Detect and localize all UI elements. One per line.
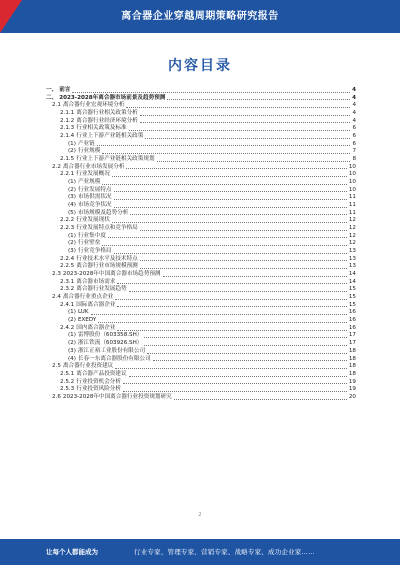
toc-entry[interactable]	[46, 340, 356, 348]
toc-entry-page: 10	[348, 163, 356, 170]
toc-leader-dots	[114, 207, 347, 208]
toc-entry[interactable]	[46, 179, 356, 187]
toc-entry-page: 17	[348, 332, 356, 339]
toc-entry-page: 16	[348, 324, 356, 331]
toc-entry-number: (2)	[68, 317, 76, 324]
toc-leader-dots	[117, 283, 346, 284]
toc-entry-page: 13	[348, 263, 356, 270]
toc-entry-number: 2.1.3	[60, 125, 75, 132]
toc-entry-number: 2.2	[52, 163, 61, 170]
toc-entry-page: 12	[348, 225, 356, 232]
toc-entry-text: LUK	[77, 309, 89, 316]
toc-leader-dots	[129, 376, 347, 377]
toc-leader-dots	[140, 230, 347, 231]
toc-entry-page: 8	[352, 156, 356, 163]
toc-entry-text: 产业规模	[77, 179, 101, 186]
toc-entry-text: 离合器行业市场发展分析	[62, 163, 125, 170]
toc-entry[interactable]	[46, 386, 356, 394]
toc-entry-page: 18	[348, 363, 356, 370]
toc-entry[interactable]	[46, 317, 356, 325]
toc-entry[interactable]	[46, 217, 356, 225]
toc-entry-text: 行业上下游产业链相关政策	[76, 133, 144, 140]
toc-entry-page: 11	[348, 202, 356, 209]
toc-entry[interactable]	[46, 394, 356, 402]
toc-entry-page: 19	[348, 386, 356, 393]
toc-entry-number: (1)	[68, 309, 76, 316]
toc-entry-page: 4	[352, 94, 356, 101]
toc-entry-number: 2.6	[52, 393, 61, 400]
toc-leader-dots	[129, 291, 347, 292]
toc-leader-dots	[126, 168, 346, 169]
toc-list	[46, 87, 356, 402]
toc-entry-text: 行业投资机会分析	[76, 378, 121, 385]
toc-entry-number: 2.5.2	[60, 378, 75, 385]
toc-entry-page: 4	[352, 110, 356, 116]
toc-entry-number: 2.2.3	[60, 225, 75, 232]
toc-entry-page: 18	[348, 355, 356, 362]
toc-entry[interactable]	[46, 371, 356, 379]
toc-entry-page: 15	[348, 294, 356, 301]
toc-entry-text: 2023-2028年离合器市场前景及趋势预测	[59, 94, 166, 101]
toc-entry-page: 7	[352, 148, 356, 155]
toc-leader-dots	[108, 237, 347, 238]
toc-title: 内容目录	[168, 58, 232, 74]
toc-entry-page: 15	[348, 286, 356, 293]
footer-bar	[0, 539, 400, 565]
toc-leader-dots	[167, 99, 350, 100]
toc-entry[interactable]	[46, 87, 356, 95]
toc-entry-text: 国际离合器企业	[76, 301, 116, 308]
page-number: 2	[198, 512, 202, 518]
toc-entry-number: 2.5.1	[60, 370, 75, 377]
toc-entry[interactable]	[46, 194, 356, 202]
toc-entry-number: 2.4.1	[60, 301, 75, 308]
toc-entry-text: 行业投资风险分析	[76, 386, 121, 393]
toc-entry-number: (2)	[68, 240, 76, 247]
toc-entry-number: (2)	[68, 148, 76, 155]
toc-entry-number: 2.2.4	[60, 255, 75, 262]
toc-leader-dots	[174, 399, 347, 400]
toc-entry-page: 11	[348, 209, 356, 216]
toc-entry-number: 2.3.2	[60, 286, 75, 293]
toc-entry-number: (2)	[68, 186, 76, 193]
toc-entry[interactable]	[46, 133, 356, 141]
toc-entry-text: 浙江正裕工业股份有限公司	[77, 347, 146, 354]
toc-entry-text: 行业发展现状	[76, 217, 110, 224]
toc-entry-text: 离合器行业市场规模预测	[76, 263, 138, 270]
toc-entry-text: 长春一东离合器股份有限公司	[77, 355, 151, 362]
toc-entry-text: 离合器行业投资建议	[62, 363, 114, 370]
toc-entry-text: 市场竞争状况	[77, 202, 112, 209]
toc-entry-number: 2.2.1	[60, 171, 75, 178]
toc-entry-text: 行业竞争格局	[77, 248, 112, 255]
toc-entry-page: 17	[348, 340, 356, 347]
toc-leader-dots	[123, 383, 347, 384]
toc-entry-page: 10	[348, 171, 356, 178]
toc-entry-page: 14	[348, 278, 356, 285]
toc-leader-dots	[140, 260, 347, 261]
toc-entry-text: 行业发展特点	[77, 186, 112, 193]
toc-entry[interactable]	[46, 248, 356, 256]
toc-entry-page: 14	[348, 271, 356, 278]
toc-entry-text: 行业壁垒	[77, 240, 101, 247]
toc-entry-text: 行业上下游产业链相关政策规划	[76, 156, 155, 163]
toc-entry-number: (3)	[68, 194, 76, 201]
toc-entry-page: 20	[348, 393, 356, 400]
toc-leader-dots	[140, 268, 347, 269]
toc-entry-page: 4	[352, 102, 356, 109]
toc-leader-dots	[115, 299, 347, 300]
toc-leader-dots	[98, 322, 347, 323]
toc-entry-text: 离合器行业发展趋势	[76, 286, 127, 293]
toc-entry[interactable]	[46, 263, 356, 271]
toc-entry-page: 19	[348, 378, 356, 385]
toc-entry-page: 4	[352, 86, 356, 93]
toc-leader-dots	[144, 345, 346, 346]
toc-entry-text: 雷博股份（603358.SH）	[77, 332, 143, 339]
toc-leader-dots	[102, 245, 347, 246]
toc-entry[interactable]	[46, 309, 356, 317]
toc-entry-page: 18	[348, 370, 356, 377]
toc-entry-number: 2.4	[52, 294, 61, 301]
toc-entry-text: 产业链	[77, 140, 95, 147]
toc-leader-dots	[147, 353, 347, 354]
toc-leader-dots	[114, 191, 347, 192]
toc-entry-page: 18	[348, 347, 356, 354]
toc-entry-page: 6	[352, 133, 356, 140]
toc-entry-number: (3)	[68, 248, 76, 255]
toc-entry[interactable]	[46, 102, 356, 110]
toc-entry-text: 市场规模及趋势分析	[77, 209, 129, 216]
toc-entry-text: 离合器产品投资建议	[76, 370, 127, 377]
toc-entry[interactable]	[46, 225, 356, 233]
toc-leader-dots	[130, 214, 347, 215]
toc-entry-text: 市场供需状况	[77, 194, 112, 201]
toc-entry[interactable]	[46, 148, 356, 156]
toc-entry-page: 6	[352, 140, 356, 147]
toc-entry-text: 行业技术水平及技术特点	[76, 255, 138, 262]
toc-entry-number: (4)	[68, 355, 76, 362]
toc-entry-number: 2.1.2	[60, 117, 75, 124]
toc-entry-number: 2.5	[52, 363, 61, 370]
toc-entry-number: 2.1.1	[60, 110, 75, 116]
toc-entry-number: 一、	[46, 86, 58, 93]
toc-leader-dots	[112, 176, 347, 177]
toc-leader-dots	[102, 153, 350, 154]
toc-entry-number: (5)	[68, 209, 76, 216]
report-title: 离合器企业穿越周期策略研究报告	[121, 11, 279, 22]
toc-leader-dots	[72, 92, 350, 93]
toc-entry-text: 前言	[59, 86, 71, 93]
toc-entry-page: 11	[348, 194, 356, 201]
toc-entry-text: 浙江铁流（603926.SH）	[77, 340, 143, 347]
toc-entry[interactable]	[46, 286, 356, 294]
toc-entry-number: (1)	[68, 140, 76, 147]
toc-entry[interactable]	[46, 240, 356, 248]
toc-entry-number: 2.1.5	[60, 156, 75, 163]
toc-entry[interactable]	[46, 171, 356, 179]
toc-entry-number: 2.3	[52, 271, 61, 278]
toc-entry-text: 离合器行业经济环境分析	[76, 117, 138, 124]
toc-entry[interactable]	[46, 110, 356, 118]
toc-entry-number: (3)	[68, 347, 76, 354]
toc-entry[interactable]	[46, 294, 356, 302]
toc-entry-text: 离合器行业重点企业	[62, 294, 114, 301]
toc-entry-text: 2023-2028年中国离合器市场趋势预测	[62, 271, 161, 278]
toc-leader-dots	[145, 138, 350, 139]
toc-entry-text: 行业集中度	[77, 232, 106, 239]
toc-entry-text: 离合器行业宏观环境分析	[62, 102, 125, 109]
toc-leader-dots	[163, 276, 347, 277]
toc-entry-text: 行业发展特点和竞争格局	[76, 225, 138, 232]
toc-leader-dots	[114, 199, 347, 200]
toc-entry-number: 2.3.1	[60, 278, 75, 285]
toc-entry-number: (4)	[68, 202, 76, 209]
toc-entry-text: EXEDY	[77, 317, 97, 324]
toc-entry-text: 行业发展概况	[76, 171, 110, 178]
toc-entry-number: (1)	[68, 332, 76, 339]
toc-leader-dots	[97, 145, 351, 146]
toc-entry-page: 12	[348, 232, 356, 239]
toc-entry-text: 离合器市场需求	[76, 278, 116, 285]
toc-leader-dots	[126, 107, 350, 108]
toc-leader-dots	[114, 253, 347, 254]
toc-leader-dots	[129, 130, 351, 131]
toc-entry[interactable]	[46, 302, 356, 310]
toc-leader-dots	[144, 337, 346, 338]
toc-entry-number: 2.2.5	[60, 263, 75, 270]
toc-entry-page: 10	[348, 186, 356, 193]
toc-entry[interactable]	[46, 348, 356, 356]
toc-entry-text: 行业规模	[77, 148, 101, 155]
toc-entry-number: 2.1	[52, 102, 61, 109]
toc-entry-text: 2023-2028年中国离合器行业投资规划研究	[62, 393, 172, 400]
toc-leader-dots	[117, 330, 346, 331]
toc-entry-number: 2.4.2	[60, 324, 75, 331]
toc-entry-page: 4	[352, 117, 356, 124]
toc-entry-text: 行业相关政策及标准	[76, 125, 127, 132]
toc-entry-page: 13	[348, 248, 356, 255]
toc-entry-page: 12	[348, 240, 356, 247]
footer-slogan: 让每个人都能成为	[46, 548, 98, 556]
toc-entry-number: 2.1.4	[60, 133, 75, 140]
header-bar	[0, 0, 400, 33]
toc-entry[interactable]	[46, 202, 356, 210]
toc-leader-dots	[153, 360, 347, 361]
toc-entry-number: (1)	[68, 232, 76, 239]
toc-entry-text: 国内离合器企业	[76, 324, 116, 331]
toc-leader-dots	[140, 115, 351, 116]
toc-entry-number: 2.5.3	[60, 386, 75, 393]
toc-entry-number: 2.2.2	[60, 217, 75, 224]
toc-entry[interactable]	[46, 363, 356, 371]
toc-entry-page: 12	[348, 217, 356, 224]
toc-entry-page: 10	[348, 179, 356, 186]
toc-leader-dots	[112, 222, 347, 223]
toc-leader-dots	[117, 306, 346, 307]
toc-leader-dots	[123, 391, 347, 392]
toc-leader-dots	[157, 161, 351, 162]
toc-entry-page: 16	[348, 317, 356, 324]
toc-entry-number: 二、	[46, 94, 58, 101]
footer-roles: 行业专家、管理专家、营销专家、战略专家、成功企业家……	[134, 548, 315, 556]
toc-leader-dots	[91, 314, 347, 315]
toc-leader-dots	[102, 184, 347, 185]
toc-leader-dots	[115, 368, 347, 369]
toc-entry-page: 15	[348, 301, 356, 308]
toc-entry-number: (2)	[68, 340, 76, 347]
toc-entry-page: 13	[348, 255, 356, 262]
toc-entry-page: 6	[352, 125, 356, 132]
toc-entry[interactable]	[46, 125, 356, 133]
toc-entry-number: (1)	[68, 179, 76, 186]
toc-entry[interactable]	[46, 271, 356, 279]
toc-leader-dots	[140, 122, 351, 123]
toc-entry[interactable]	[46, 156, 356, 164]
toc-entry-page: 16	[348, 309, 356, 316]
toc-entry-text: 离合器行业相关政策分析	[76, 110, 138, 116]
